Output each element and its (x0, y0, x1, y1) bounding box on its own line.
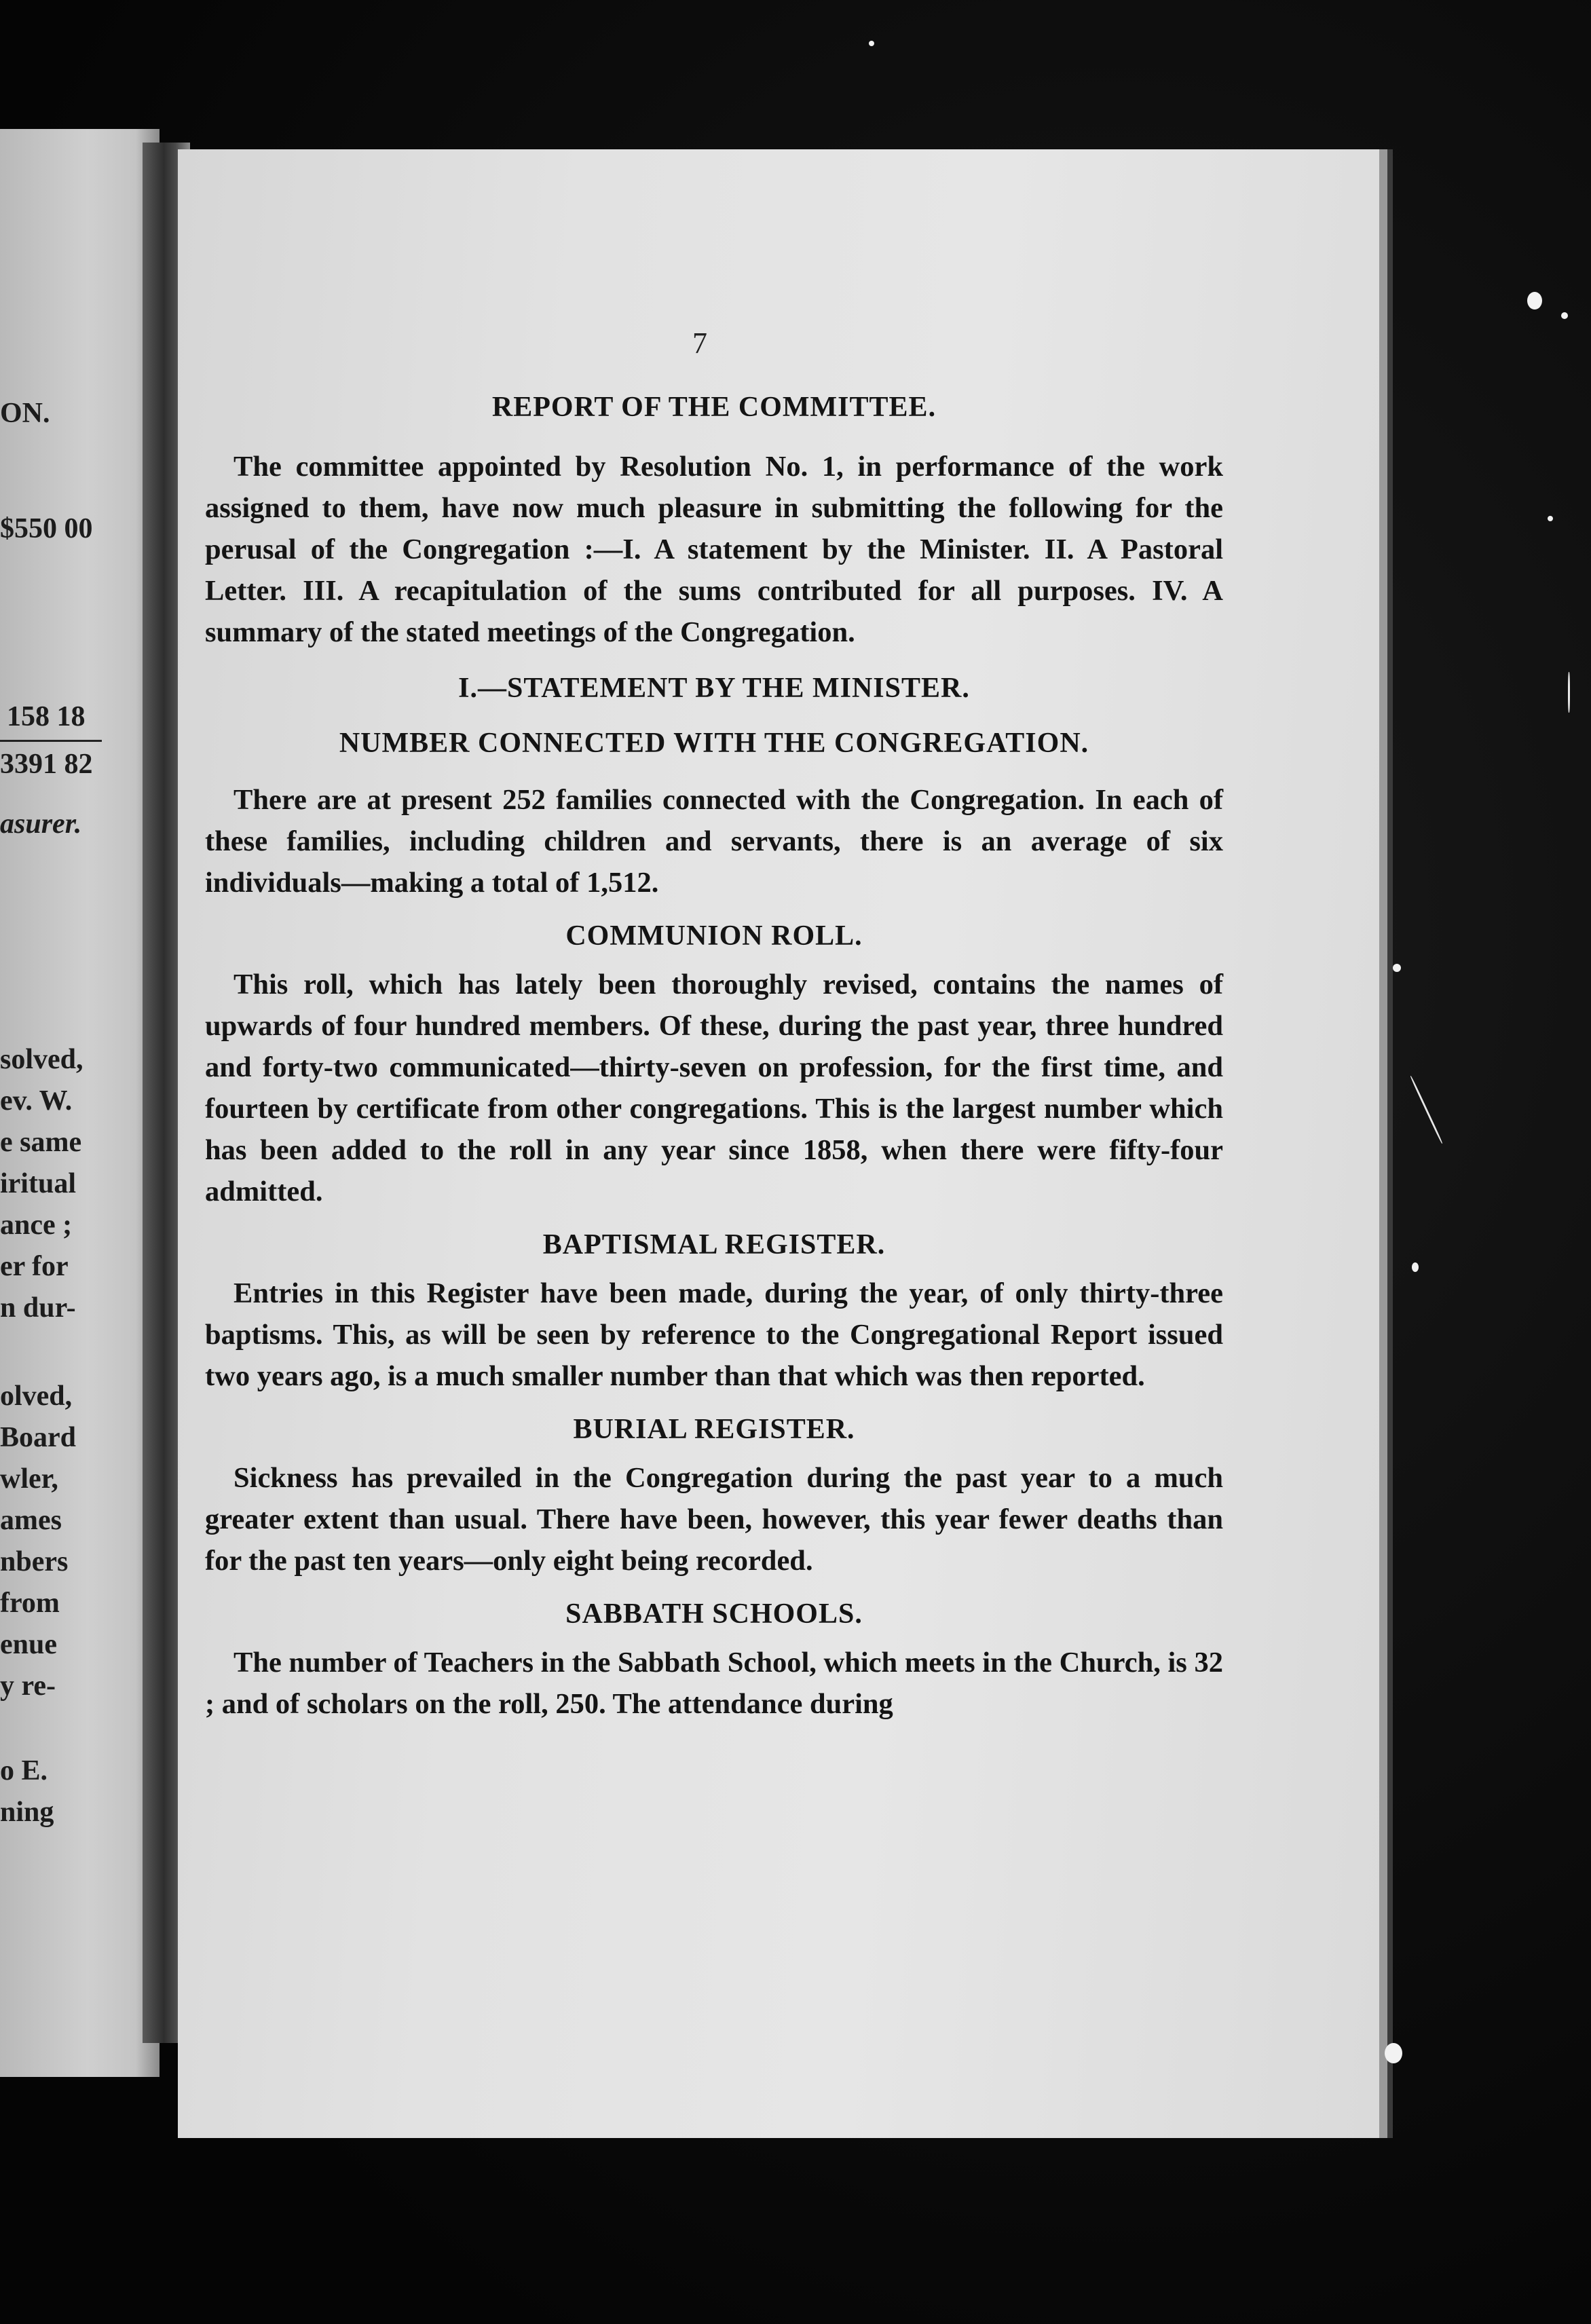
section-text-baptismal-register: Entries in this Register have been made, during the year, of only thirty-three baptisms. This, as will be seen by reference to the Congregational Report issued two years ago, is a much smaller number than that which was then reported. (205, 1277, 1223, 1392)
section-text-number-connected: There are at present 252 families connected with the Congregation. In each of these families, including children and servants, there is an average of six individuals—making a total of 1,512. (205, 784, 1223, 899)
left-fragment: nbers (0, 1546, 69, 1577)
left-fragment: Board (0, 1422, 77, 1453)
section-heading-number-connected: NUMBER CONNECTED WITH THE CONGREGATION. (339, 728, 1089, 759)
left-facing-page (0, 129, 160, 2077)
film-speck (1412, 1262, 1419, 1272)
left-fragment: y re- (0, 1670, 56, 1702)
left-fragment: ev. W. (0, 1085, 73, 1117)
film-speck (1527, 292, 1542, 310)
section-text-burial-register: Sickness has prevailed in the Congregation during the past year to a much greater extent than usual. There have been, however, this year fewer deaths than for the past ten years—only eight being recorded. (205, 1462, 1223, 1577)
left-fragment: from (0, 1588, 60, 1619)
film-speck (1385, 2043, 1402, 2063)
film-scratch (1568, 672, 1570, 713)
left-fragment: 3391 82 (0, 749, 93, 780)
left-fragment: e same (0, 1127, 82, 1158)
section-heading-sabbath-schools: SABBATH SCHOOLS. (565, 1598, 863, 1630)
film-speck (1393, 964, 1401, 972)
section-heading-burial-register: BURIAL REGISTER. (573, 1414, 855, 1445)
left-fragment: asurer. (0, 808, 82, 840)
left-fragment: iritual (0, 1168, 76, 1199)
statement-heading: I.—STATEMENT BY THE MINISTER. (458, 673, 970, 704)
intro-paragraph: The committee appointed by Resolution No. 1, in performance of the work assigned to them, have now much pleasure in submitting the following for the perusal of the Congregation :—I. A statement by the Minister. II. A Pastoral Letter. III. A recapitulation of the sums contributed for all purposes. IV. A summary of the stated meetings of the Congregation. (205, 451, 1223, 648)
left-fragment: ames (0, 1505, 62, 1536)
left-rule (0, 740, 102, 742)
left-fragment: solved, (0, 1044, 83, 1075)
left-fragment: wler, (0, 1463, 58, 1495)
left-fragment: $550 00 (0, 513, 93, 544)
left-fragment: enue (0, 1629, 57, 1660)
left-fragment: o E. (0, 1755, 48, 1786)
section-text-sabbath-schools: The number of Teachers in the Sabbath School, which meets in the Church, is 32 ; and of scholars on the roll, 250. The attendance during (205, 1647, 1223, 1720)
left-fragment: ance ; (0, 1210, 73, 1241)
film-speck (1548, 516, 1553, 521)
left-fragment: ning (0, 1797, 54, 1828)
report-title: REPORT OF THE COMMITTEE. (491, 392, 937, 423)
left-fragment: er for (0, 1251, 69, 1282)
film-speck (869, 41, 874, 46)
section-heading-baptismal-register: BAPTISMAL REGISTER. (542, 1229, 886, 1260)
page-number: 7 (692, 326, 707, 360)
film-speck (1561, 312, 1568, 319)
section-heading-communion-roll: COMMUNION ROLL. (565, 920, 863, 952)
left-fragment: ON. (0, 398, 50, 429)
section-text-communion-roll: This roll, which has lately been thoroughly revised, contains the names of upwards of four hundred members. Of these, during the past year, three hundred and forty-two communicated—thirty-seven on profession, for the first time, and fourteen by certificate from other congregations. This is the largest number which has been added to the roll in any year since 1858, when there were fifty-four admitted. (205, 969, 1223, 1207)
page-content (205, 387, 1223, 1725)
left-fragment: n dur- (0, 1292, 76, 1324)
left-fragment: 158 18 (7, 701, 86, 732)
left-fragment: olved, (0, 1381, 73, 1412)
